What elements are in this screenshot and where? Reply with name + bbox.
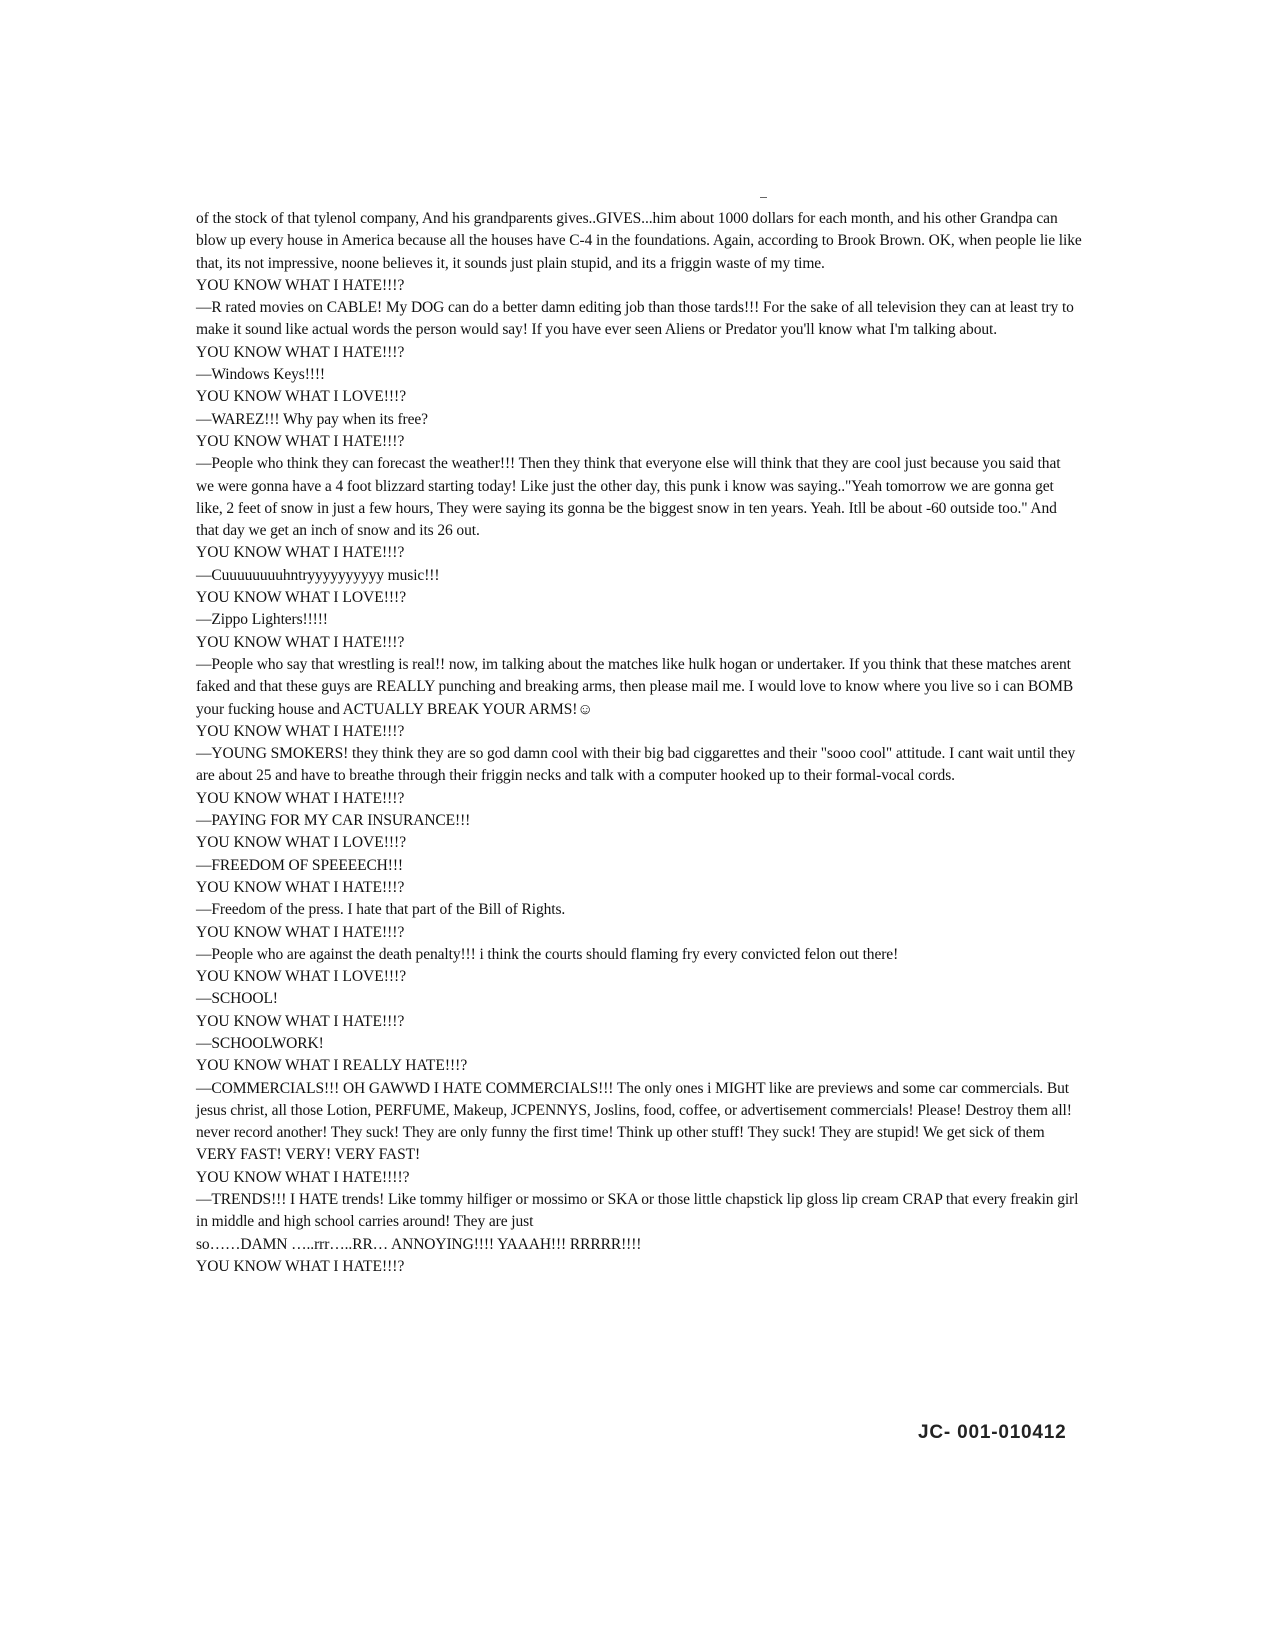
heading-love: YOU KNOW WHAT I LOVE!!!? (196, 388, 407, 406)
paragraph-commercials: —COMMERCIALS!!! OH GAWWD I HATE COMMERCIALS!!! The only ones i MIGHT like are previews and some car commercials. But jesus christ, all those Lotion, PERFUME, Makeup, JCPENNYS, Joslins, food, coffee, or advertisement commercials! Please! Destroy them all! never record another! They suck! They are only funny the first time! Think up other stuff! They suck! They are stupid! We get sick of them VERY FAST! VERY! VERY FAST! (196, 1079, 1072, 1164)
paragraph-freedom-press: —Freedom of the press. I hate that part of the Bill of Rights. (196, 901, 566, 919)
heading-hate: YOU KNOW WHAT I HATE!!!? (196, 789, 405, 807)
heading-hate: YOU KNOW WHAT I HATE!!!? (196, 722, 405, 740)
paragraph-zippo: —Zippo Lighters!!!!! (196, 611, 328, 629)
paragraph-smokers: —YOUNG SMOKERS! they think they are so god damn cool with their big bad ciggarettes and their "sooo cool" attitude. I cant wait until they are about 25 and have to breathe through their friggin necks and talk with a computer hooked up to their formal-vocal cords. (196, 745, 1076, 785)
paragraph-warez: —WAREZ!!! Why pay when its free? (196, 410, 428, 428)
paragraph-weather: —People who think they can forecast the weather!!! Then they think that everyone else will think that they are cool just because you said that we were gonna have a 4 foot blizzard starting today! Like just the other day, this punk i know was saying.."Yeah tomorrow we are gonna get like, 2 feet of snow in just a few hours, They were saying its gonna be the biggest snow in ten years. Yeah. Itll be about -60 outside too." And that day we get an inch of snow and its 26 out. (196, 455, 1061, 540)
heading-hate: YOU KNOW WHAT I HATE!!!? (196, 276, 405, 294)
paragraph-r-rated-movies: —R rated movies on CABLE! My DOG can do a better damn editing job than those tards!!! For the sake of all television they can at least try to make it sound like actual words the person would say! If you have ever seen Aliens or Predator you'll know what I'm talking about. (196, 299, 1074, 339)
paragraph-stock: of the stock of that tylenol company, And his grandparents gives..GIVES...him about 1000 dollars for each month, and his other Grandpa can blow up every house in America because all the houses have C-4 in the foundations. Again, according to Brook Brown. OK, when people lie like that, its not impressive, noone believes it, it sounds just plain stupid, and its a friggin waste of my time. (196, 210, 1082, 272)
paragraph-freedom-speech: —FREEDOM OF SPEEEECH!!! (196, 856, 403, 874)
heading-hate: YOU KNOW WHAT I HATE!!!? (196, 544, 405, 562)
heading-hate: YOU KNOW WHAT I HATE!!!? (196, 923, 405, 941)
document-body (196, 208, 1082, 1278)
heading-love: YOU KNOW WHAT I LOVE!!!? (196, 968, 407, 986)
paragraph-death-penalty: —People who are against the death penalty!!! i think the courts should flaming fry every convicted felon out there! (196, 945, 899, 963)
heading-hate: YOU KNOW WHAT I HATE!!!? (196, 432, 405, 450)
bates-number: JC- 001-010412 (918, 1422, 1067, 1443)
scan-mark (760, 197, 767, 198)
heading-hate: YOU KNOW WHAT I HATE!!!? (196, 1257, 405, 1275)
heading-hate: YOU KNOW WHAT I HATE!!!? (196, 343, 405, 361)
paragraph-annoying: so……DAMN …..rrr…..RR… ANNOYING!!!! YAAAH!!! RRRRR!!!! (196, 1235, 642, 1253)
heading-hate: YOU KNOW WHAT I HATE!!!? (196, 1012, 405, 1030)
paragraph-wrestling: —People who say that wrestling is real!! now, im talking about the matches like hulk hogan or undertaker. If you think that these matches arent faked and that these guys are REALLY punching and breaking arms, then please mail me. I would love to know where you live so i can BOMB your fucking house and ACTUALLY BREAK YOUR ARMS!☺ (196, 655, 1074, 718)
paragraph-country-music: —Cuuuuuuuuhntryyyyyyyyyy music!!! (196, 566, 440, 584)
paragraph-windows-keys: —Windows Keys!!!! (196, 366, 325, 384)
heading-hate: YOU KNOW WHAT I HATE!!!? (196, 633, 405, 651)
heading-love: YOU KNOW WHAT I LOVE!!!? (196, 834, 407, 852)
heading-hate: YOU KNOW WHAT I HATE!!!? (196, 878, 405, 896)
heading-really-hate: YOU KNOW WHAT I REALLY HATE!!!? (196, 1057, 468, 1075)
paragraph-trends: —TRENDS!!! I HATE trends! Like tommy hilfiger or mossimo or SKA or those little chapstick lip gloss lip cream CRAP that every freakin girl in middle and high school carries around! They are just (196, 1191, 1079, 1231)
heading-love: YOU KNOW WHAT I LOVE!!!? (196, 589, 407, 607)
paragraph-schoolwork: —SCHOOLWORK! (196, 1034, 324, 1052)
heading-hate: YOU KNOW WHAT I HATE!!!!? (196, 1168, 410, 1186)
paragraph-school: —SCHOOL! (196, 990, 278, 1008)
paragraph-car-insurance: —PAYING FOR MY CAR INSURANCE!!! (196, 812, 471, 830)
